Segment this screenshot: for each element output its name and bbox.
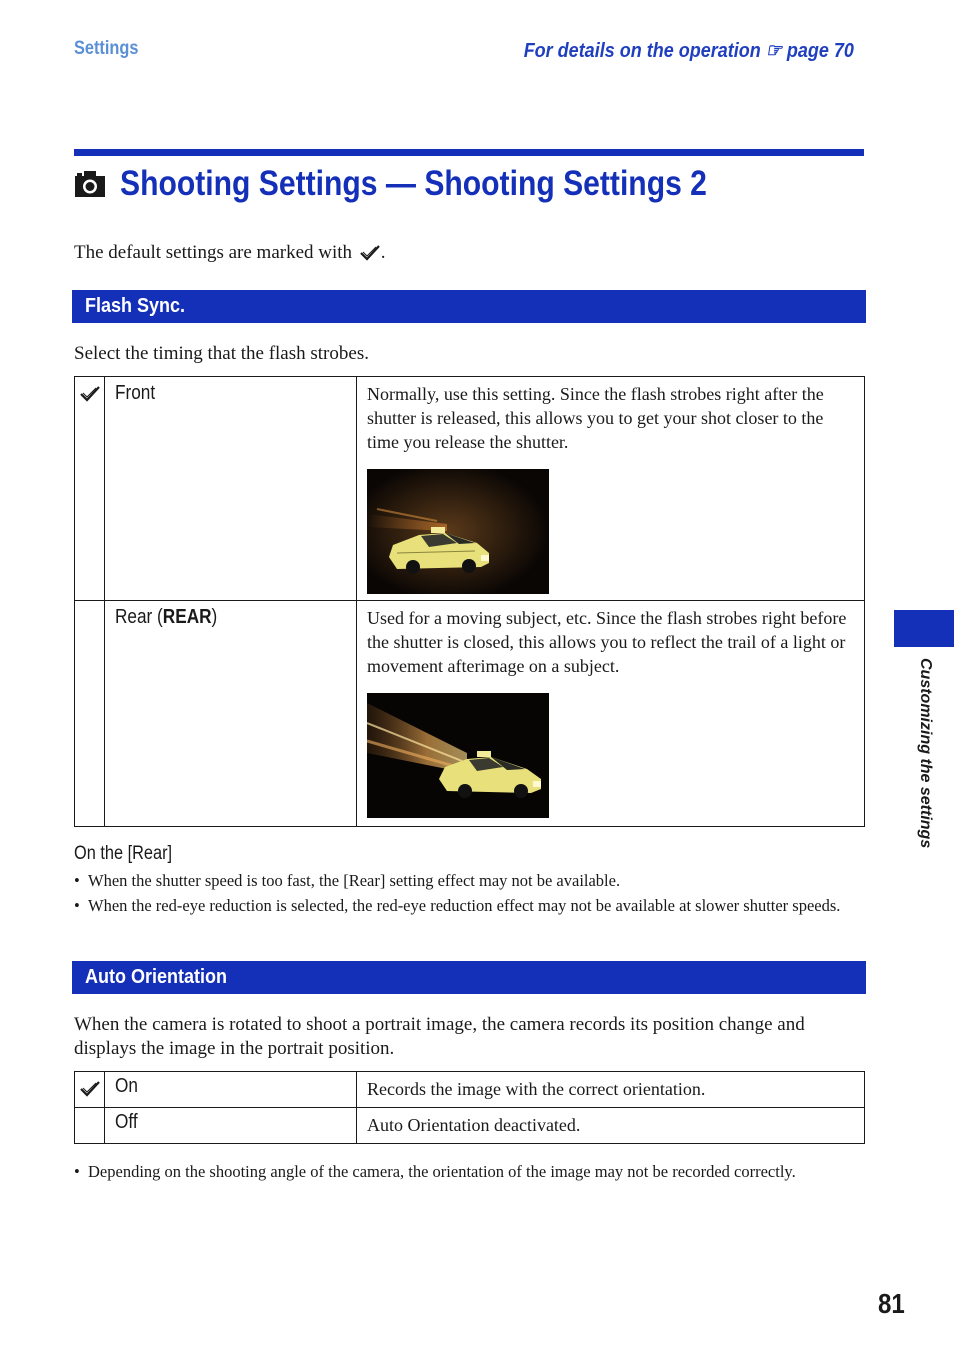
- auto-orientation-table: [74, 1071, 865, 1144]
- camera-icon: [74, 170, 106, 198]
- table-row: [75, 377, 865, 601]
- table-row: [75, 601, 865, 827]
- page-title: [74, 162, 802, 206]
- page-number: 81: [878, 1288, 905, 1319]
- front-sync-taxi-photo: [367, 469, 549, 594]
- section-heading-flash-sync: Flash Sync.: [72, 290, 866, 323]
- page-title-text: Shooting Settings — Shooting Settings 2: [120, 164, 707, 203]
- default-mark-cell: [75, 1072, 105, 1108]
- running-header-section: Settings: [74, 38, 139, 59]
- option-desc-off: Auto Orientation deactivated.: [357, 1108, 865, 1144]
- running-header-details-link[interactable]: For details on the operation ☞ page 70: [523, 40, 854, 62]
- list-item: • When the shutter speed is too fast, the [Rear] setting effect may not be available.: [74, 870, 864, 891]
- list-item: • When the red-eye reduction is selected, the red-eye reduction effect may not be available at slower shutter speeds.: [74, 895, 864, 916]
- rear-sync-taxi-photo: [367, 693, 549, 818]
- option-desc-rear: Used for a moving subject, etc. Since the flash strobes right before the shutter is closed, this allows you to reflect the trail of a light or movement afterimage on a subject.: [357, 601, 865, 827]
- check-mark-icon: [79, 1080, 101, 1098]
- flash-sync-table: [74, 376, 865, 827]
- option-name-front: Front: [105, 377, 357, 601]
- section-heading-auto-orientation: Auto Orientation: [72, 961, 866, 994]
- rear-notes-list: [74, 870, 864, 920]
- option-desc-on: Records the image with the correct orientation.: [357, 1072, 865, 1108]
- title-rule: [74, 149, 864, 156]
- chapter-tab-label: Customizing the settings: [917, 658, 934, 849]
- check-mark-icon: [359, 244, 381, 262]
- option-desc-front: Normally, use this setting. Since the flash strobes right after the shutter is released, this allows you to get your shot closer to the time you release the shutter.: [357, 377, 865, 601]
- option-name-rear: Rear (REAR): [105, 601, 357, 827]
- default-note-period: .: [380, 242, 386, 263]
- default-mark-cell: [75, 1108, 105, 1144]
- default-note-text: The default settings are marked with: [74, 242, 353, 263]
- default-mark-cell: [75, 377, 105, 601]
- default-mark-cell: [75, 601, 105, 827]
- auto-orientation-notes: [74, 1161, 814, 1186]
- check-mark-icon: [79, 385, 101, 403]
- table-row: [75, 1108, 865, 1144]
- rear-note-heading: On the [Rear]: [74, 843, 173, 864]
- auto-orientation-lead: When the camera is rotated to shoot a portrait image, the camera records its position change and displays the image in the portrait position.: [74, 1014, 805, 1059]
- option-name-off: Off: [105, 1108, 357, 1144]
- flash-sync-lead: Select the timing that the flash strobes.: [74, 343, 369, 364]
- chapter-tab: [894, 610, 954, 647]
- option-name-on: On: [105, 1072, 357, 1108]
- default-note: [74, 241, 386, 265]
- list-item: • Depending on the shooting angle of the camera, the orientation of the image may not be recorded correctly.: [74, 1161, 814, 1182]
- table-row: [75, 1072, 865, 1108]
